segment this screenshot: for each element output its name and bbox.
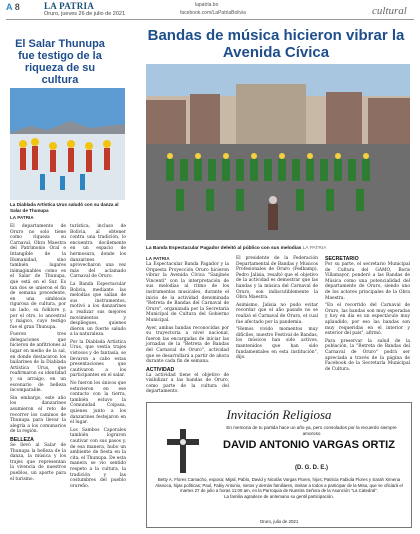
paragraph: Ayer, ambas bandas reconocidas por su trayectoria a nivel nacional, fueron las encargadas de iniciar las jornadas de la "Retreta de Bandas del Carnaval de Oruro", actividad que se desarrollará a partir de ahora durante cada fin de semana. (146, 325, 229, 365)
salar-photo (10, 88, 125, 200)
paragraph: La Banda Espectacular Bolivia, mediante las melodías que salían de sus instrumentos, motivó a los danzarines a realizar sus mejores movimientos y despliegues, quienes dieron un fuerte saludo a la naturaleza. (70, 281, 126, 338)
left-photo-caption: La Diablada Artística Urus saludó con su danza al Salar de Thunupa (10, 202, 119, 213)
newspaper-logo: LA PATRIA (44, 1, 95, 11)
subheading: ACTIVIDAD (146, 366, 175, 373)
paragraph: turística, incluso de Bolivia, al obtener contra una tradición, lo encuentra docilemente en un espacio de hermosura, donde los danzarines aprovecharon una vez más del aclamado Carnaval de Oruro. (70, 224, 126, 280)
deceased-subtitle: (D. G. D. E.) (295, 465, 328, 471)
paragraph: El presidente de la Federación Departamental de Bandas y Músicos Profesionales de Oruro (Fedbamp), Pedro Jalisia, resaltó que el objetivo de la actividad es demostrar que las bandas y la música del Carnaval de Oruro, son indiscutiblemente la Obra Maestra. (236, 256, 318, 301)
deceased-name: DAVID ANTONIO VARGAS ORTIZ (223, 439, 395, 451)
obituary-footer: Oruro, julio de 2021 (259, 519, 299, 524)
subheading: BELLEZA (10, 436, 34, 443)
main-byline: LA PATRIA (146, 256, 170, 261)
paragraph: Sin embargo, este año los danzarines asumieron el reto de recorrer los caminos de Thunupa para llevar la alegría a los comunarios de la región. (10, 395, 66, 435)
website-link[interactable]: lapatria.bo (195, 2, 219, 8)
band-photo (146, 64, 410, 240)
paragraph: La Espectacular Banda Pagador y la Orquesta Proyección Oruro hicieron vibrar la Avenida Cívica "Sanjinés Vincenti" con la interpretación de sus melodías al ritmo de los instrumentos musicales, durante el inicio de la actividad denominada "Retreta de Bandas del Carnaval de Oruro", organizada por la Secretaría Municipal de Cultura del Gobierno Municipal. (146, 262, 229, 323)
issue-date: Oruro, jueves 26 de julio de 2021 (44, 11, 126, 17)
main-article-headline: Bandas de música hicieron vibrar la Avenida Cívica (147, 27, 405, 61)
paragraph: Fueron tres delegaciones que hicieron de anfitriones al lugar en medio de la sal, en donde destacaron los bailarines de la Diablada Artística Urus, que reafirmaron su identidad y su arraigo, en un escenario de belleza incomparable. (10, 332, 66, 394)
cross-icon (161, 427, 205, 475)
paragraph: "En el recorrido del Carnaval de Oruro, las bandas son muy esperadas y hoy en día es un espectáculo muy aplaudido, por eso las bandas son muy requeridas en el interior y exterior del país", afirmó. (325, 303, 410, 337)
obituary-title: Invitación Religiosa (226, 407, 332, 422)
paragraph: Por la Diablada Artística Urus, que vestía trajes vistosos y de fantasía, se llevaron a cabo estas presentaciones que cautivaron a los participantes en el salar. (70, 339, 126, 379)
facebook-link[interactable]: facebook.com/LaPatriaBolivia (180, 10, 246, 16)
left-byline: LA PATRIA (10, 215, 34, 220)
paragraph: Asimismo, Jalisia no pudo evitar recordar que el año pasado no se realizó el Carnaval de Oruro, el cual fue afectado por la pandemia. (236, 302, 318, 325)
obituary-intro: En memoria de tu partida hace un año ya, pero consolados por la recuerdo siempre amoroso (226, 425, 397, 436)
paragraph: La actividad tiene el objetivo de visibilizar a las bandas de Oruro, como parte de la cultura del departamento. (146, 372, 229, 395)
main-col3 (325, 256, 410, 372)
paragraph: El departamento de Oruro no solo tiene como riqueza su Carnaval, Obra Maestra del Patrimonio Oral e Intangible de la Humanidad, sino también lugares inimaginables como es el Salar de Thunupa, que está en el Sur. Es tan dos se unieron el fin de semana precedente, en una simbiosis rigurosa de cultura, por un lado, su folklore y, por el otro, lo ancestral y mágico, cuyo testigo fue el gran Thunupa. (10, 224, 66, 330)
paragraph: "Hemos vivido momentos muy difíciles, nuestro Festival de Bandas, los músicos han sido activos, mantenidos que han sido fundamentales en esta institución", dijo. (236, 327, 318, 361)
paragraph: Por su parte, el secretario Municipal de Cultura del GAMO, Boris Villamayor, ponderó a las Bandas de Música como una potencialidad del departamento de Oruro, siendo uno de los actores principales de la Obra Maestra. (325, 262, 410, 301)
paragraph: Para preservar la salud de la población, la "Retreta de Bandas del Carnaval de Oruro" podrá ser apreciada a través de la página de Facebook de la Secretaría Municipal de Cultura. (325, 338, 410, 372)
main-col1 (146, 262, 229, 395)
main-photo-caption: La Banda Espectacular Pagador deleitó al público con sus melodías LA PATRIA (146, 246, 327, 251)
subheading: SECRETARIO (325, 256, 359, 262)
obituary-box (146, 402, 412, 528)
left-col2-paragraph (70, 224, 126, 489)
paragraph: Los Sambos Caporales también lograron cautivar con sus pasos y, de esa manera, hubo un ambiente de fiesta en la cita, el Thunupa. De esta manera se vio sentido respeto a la cultura, la tradición y las costumbres del pueblo orureño. (70, 427, 126, 489)
left-col1-paragraph (10, 224, 66, 482)
page-number: A 8 (6, 2, 20, 12)
obituary-body: Betty A. Flores Camacho, esposa; Mijail, Pablo, David y Nicolás Vargas Flores, hijos; Patricia Fabiola Flores y Sarah Ximena Alanoca, hijas políticas; Paul, Fabiy Antonio, nietos y demás familiares, invitan a todos a participar de la Misa, que se oficiará el martes 27 de julio a horas 11:00 am, en la Parroquia de Nuestra Señora de la Asunción "La Catedral". La familia agradece de antemano su gentil participación. (155, 477, 403, 499)
left-article-headline: El Salar Thunupa fue testigo de la riqueza de su cultura (15, 38, 105, 86)
section-name: cultural (372, 5, 407, 17)
paragraph: Se llevó al Salar de Thunupa la belleza de la danza, la música y los trajes que representan la vivencia de nuestros pueblos, un aporte para el turismo. (10, 442, 66, 482)
photo-credit: LA PATRIA (302, 246, 327, 251)
obituary-thanks: La familia agradece de antemano su gentil participación. (224, 493, 334, 499)
paragraph: No fueron los únicos que estuvieron en ese contacto con la tierra, también estuvo la Comunidad Coipasa, quienes junto a los danzarines festejaron en el lugar. (70, 381, 126, 426)
header-divider (6, 19, 414, 20)
main-col2 (236, 256, 318, 361)
